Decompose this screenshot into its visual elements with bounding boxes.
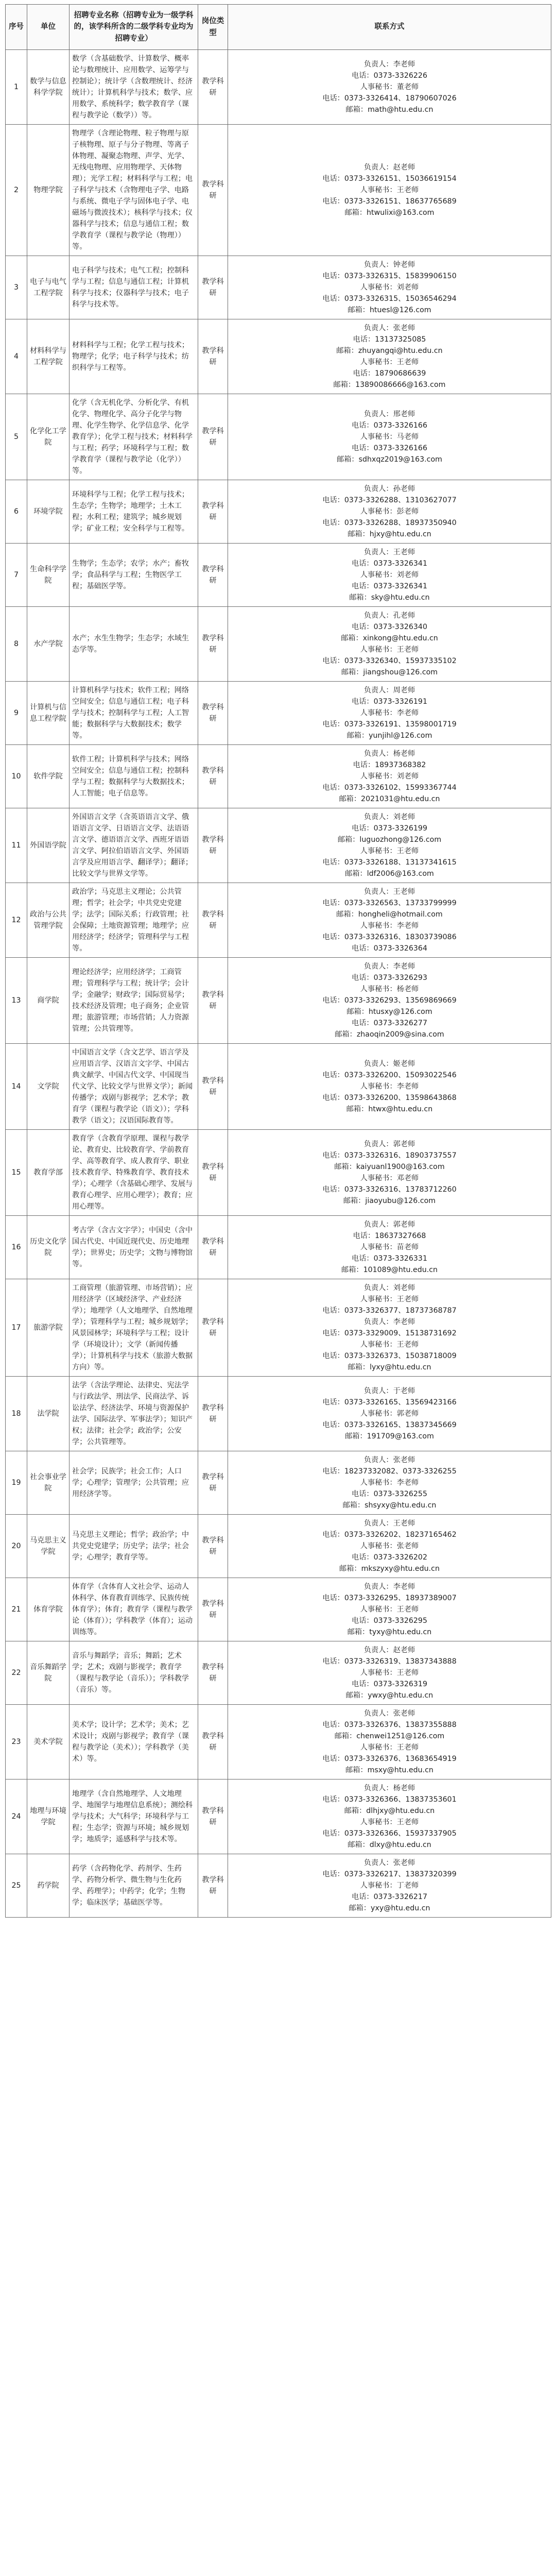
contact-info — [228, 1216, 551, 1279]
contact-line: 邮箱：tyxy@htu.edu.cn — [347, 1628, 432, 1637]
major-list: 考古学（含古文字学）；中国史（含中国古代史、中国近现代史、历史地理学）；世界史；历史学；文物与博物馆等。 — [70, 1216, 198, 1279]
major-list: 生物学；生态学；农学；水产；畜牧学；食品科学与工程；生物医学工程；基础医学等。 — [70, 544, 198, 607]
contact-line: 邮箱：htuesl@126.com — [348, 306, 431, 315]
contact-line: 电话：0373-3326341 — [352, 560, 427, 568]
table-row — [6, 1279, 551, 1377]
major-list: 化学（含无机化学、分析化学、有机化学、物理化学、高分子化学与物理、化学生物学、化学信息学、化学教育学）；化学工程与技术；材料科学与工程；药学；环境科学与工程；数学教育学（课程与教学论（化学））等。 — [70, 394, 198, 480]
contact-info — [228, 958, 551, 1044]
contact-line: 电话：0373-3326191 — [352, 698, 427, 706]
contact-line: 人事秘书：李老师 — [360, 1479, 419, 1487]
contact-info — [228, 544, 551, 607]
row-number: 12 — [6, 883, 27, 958]
position-type: 教学科研 — [198, 394, 228, 480]
unit-name: 数学与信息科学学院 — [27, 50, 70, 125]
contact-line: 人事秘书：刘老师 — [360, 571, 419, 580]
row-number: 10 — [6, 745, 27, 808]
contact-line: 邮箱：math@htu.edu.cn — [345, 106, 433, 114]
contact-line: 负责人：王老师 — [363, 888, 415, 896]
major-list: 马克思主义理论；哲学；政治学；中共党史党建学；历史学；法学；社会学；心理学；教育学等。 — [70, 1515, 198, 1578]
contact-line: 邮箱：jiangshou@126.com — [341, 668, 438, 677]
row-number: 14 — [6, 1044, 27, 1130]
contact-line: 人事秘书：王老师 — [360, 646, 419, 654]
contact-info — [228, 1780, 551, 1854]
contact-line: 电话：0373-3326226 — [352, 72, 427, 80]
contact-line: 电话：0373-3326217 — [352, 1893, 427, 1902]
unit-name: 美术学院 — [27, 1705, 70, 1780]
contact-line: 人事秘书：王老师 — [360, 1743, 419, 1752]
position-type: 教学科研 — [198, 682, 228, 745]
contact-info — [228, 1515, 551, 1578]
contact-line: 电话：0373-3326255 — [352, 1490, 427, 1499]
contact-line: 电话：0373-3326376、13837355888 — [322, 1721, 457, 1730]
position-type: 教学科研 — [198, 1377, 228, 1451]
contact-line: 电话：0373-3326364 — [352, 944, 427, 953]
contact-line: 负责人：张老师 — [363, 1456, 415, 1465]
position-type: 教学科研 — [198, 1641, 228, 1705]
recruitment-table — [5, 4, 551, 1918]
header-unit: 单位 — [27, 5, 70, 50]
row-number: 23 — [6, 1705, 27, 1780]
position-type: 教学科研 — [198, 125, 228, 256]
contact-line: 电话：0373-3326366、15937337905 — [322, 1829, 457, 1838]
contact-line: 邮箱：ywxy@htu.edu.cn — [345, 1691, 433, 1700]
position-type: 教学科研 — [198, 607, 228, 682]
contact-line: 人事秘书：王老师 — [360, 1605, 419, 1614]
major-list: 体育学（含体育人文社会学、运动人体科学、体育教育训练学、民族传统体育学）；体育；教育学（课程与教学论（体育））；学科教学（体育）；运动训练等。 — [70, 1578, 198, 1641]
major-list: 理论经济学；应用经济学；工商管理；管理科学与工程；统计学；会计学；金融学；财政学；国际贸易学；技术经济及管理；电子商务；企业管理；旅游管理；市场营销；人力资源管理；公共管理等。 — [70, 958, 198, 1044]
contact-line: 邮箱：zhuyangqi@htu.edu.cn — [336, 347, 443, 355]
contact-line: 电话：0373-3329009、15138731692 — [322, 1329, 457, 1338]
contact-info — [228, 1578, 551, 1641]
contact-info — [228, 1130, 551, 1216]
contact-line: 电话：0373-3326202、18237165462 — [322, 1531, 457, 1539]
contact-line: 电话：18237332082、0373-3326255 — [322, 1467, 457, 1476]
position-type: 教学科研 — [198, 1216, 228, 1279]
unit-name: 马克思主义学院 — [27, 1515, 70, 1578]
header-major: 招聘专业名称（招聘专业为一级学科的，该学科所含的二级学科专业均为招聘专业） — [70, 5, 198, 50]
row-number: 13 — [6, 958, 27, 1044]
contact-line: 负责人：李老师 — [363, 1318, 415, 1327]
contact-line: 负责人：杨老师 — [363, 1784, 415, 1793]
major-list: 电子科学与技术；电气工程；控制科学与工程；信息与通信工程；计算机科学与技术；仪器科学与技术；电子科学与技术等。 — [70, 256, 198, 319]
contact-line: 人事秘书：李老师 — [360, 709, 419, 718]
contact-line: 人事秘书：苗老师 — [360, 1243, 419, 1252]
contact-line: 负责人：王老师 — [363, 1519, 415, 1528]
table-row — [6, 1780, 551, 1854]
row-number: 22 — [6, 1641, 27, 1705]
unit-name: 生命科学学院 — [27, 544, 70, 607]
contact-line: 电话：0373-3326315、15839906150 — [322, 272, 457, 281]
major-list: 环境科学与工程；化学工程与技术；生态学；生物学；地理学；土木工程；水利工程；建筑学；城乡规划学；矿业工程；安全科学与工程等。 — [70, 480, 198, 544]
contact-line: 电话：13137325085 — [353, 335, 426, 344]
unit-name: 旅游学院 — [27, 1279, 70, 1377]
contact-line: 人事秘书：马老师 — [360, 433, 419, 442]
contact-info — [228, 1377, 551, 1451]
contact-line: 电话：0373-3326341 — [352, 582, 427, 591]
contact-line: 人事秘书：王老师 — [360, 358, 419, 367]
row-number: 3 — [6, 256, 27, 319]
contact-line: 电话：0373-3326315、15036546294 — [322, 295, 457, 303]
major-list: 政治学；马克思主义理论；公共管理；哲学；社会学；中共党史党建学；法学；国际关系；行政管理；社会保障；土地资源管理；地理学；应用经济学；经济学；管理科学与工程等。 — [70, 883, 198, 958]
contact-line: 电话：0373-3326319 — [352, 1680, 427, 1689]
major-list: 教育学（含教育学原理、课程与教学论、教育史、比较教育学、学前教育学、高等教育学、成人教育学、职业技术教育学、特殊教育学、教育技术学）；心理学（含基础心理学、发展与教育心理学、应用心理学）；教育；应用心理等。 — [70, 1130, 198, 1216]
major-list: 工商管理（旅游管理、市场营销）；应用经济学（区域经济学、产业经济学）；地理学（人文地理学、自然地理学）；管理科学与工程；城乡规划学；风景园林学；环境科学与工程；设计学（环境设计）；文学（新闻传播学）；计算机科学与技术（旅游大数据方向）等。 — [70, 1279, 198, 1377]
position-type: 教学科研 — [198, 1279, 228, 1377]
contact-info — [228, 1705, 551, 1780]
contact-line: 邮箱：msxy@htu.edu.cn — [345, 1766, 433, 1775]
header-row — [6, 5, 551, 50]
contact-line: 电话：0373-3326165、13569423166 — [322, 1398, 457, 1407]
row-number: 21 — [6, 1578, 27, 1641]
unit-name: 电子与电气工程学院 — [27, 256, 70, 319]
major-list: 地理学（含自然地理学、人文地理学、地图学与地理信息系统）；测绘科学与技术；大气科学；环境科学与工程；生态学；资源与环境；城乡规划学；地质学；遥感科学与技术等。 — [70, 1780, 198, 1854]
unit-name: 外国语学院 — [27, 808, 70, 883]
contact-line: 邮箱：htwulixi@163.com — [344, 209, 435, 217]
contact-info — [228, 1641, 551, 1705]
contact-line: 人事秘书：丁老师 — [360, 1882, 419, 1890]
position-type: 教学科研 — [198, 256, 228, 319]
position-type: 教学科研 — [198, 319, 228, 394]
contact-line: 负责人：刘老师 — [363, 813, 415, 822]
contact-line: 电话：0373-3326202 — [352, 1553, 427, 1562]
unit-name: 环境学院 — [27, 480, 70, 544]
contact-line: 邮箱：hongheli@hotmail.com — [336, 910, 443, 919]
major-list: 外国语言文学（含英语语言文学、俄语语言文学、日语语言文学、法语语言文学、德语语言文学、西班牙语语言文学、阿拉伯语语言文学、外国语言学及应用语言学、翻译学）；翻译；比较文学与世界文学等。 — [70, 808, 198, 883]
row-number: 25 — [6, 1854, 27, 1918]
contact-line: 邮箱：191709@163.com — [345, 1432, 434, 1441]
contact-line: 人事秘书：王老师 — [360, 1669, 419, 1677]
table-row — [6, 319, 551, 394]
unit-name: 法学院 — [27, 1377, 70, 1451]
table-row — [6, 1216, 551, 1279]
contact-line: 负责人：李老师 — [363, 962, 415, 971]
unit-name: 化学化工学院 — [27, 394, 70, 480]
contact-info — [228, 319, 551, 394]
position-type: 教学科研 — [198, 50, 228, 125]
contact-info — [228, 808, 551, 883]
contact-line: 邮箱：shsyxy@htu.edu.cn — [342, 1501, 437, 1510]
contact-line: 负责人：周老师 — [363, 686, 415, 695]
table-row — [6, 480, 551, 544]
table-row — [6, 1515, 551, 1578]
position-type: 教学科研 — [198, 1578, 228, 1641]
contact-line: 邮箱：lyxy@htu.edu.cn — [348, 1363, 431, 1372]
contact-line: 人事秘书：董老师 — [360, 83, 419, 92]
unit-name: 药学院 — [27, 1854, 70, 1918]
contact-info — [228, 394, 551, 480]
position-type: 教学科研 — [198, 745, 228, 808]
contact-line: 电话：18937368382 — [353, 761, 426, 770]
row-number: 1 — [6, 50, 27, 125]
contact-line: 人事秘书：李老师 — [360, 1082, 419, 1091]
major-list: 药学（含药物化学、药剂学、生药学、药物分析学、微生物与生化药学、药理学）；中药学；化学；生物学；临床医学；基础医学等。 — [70, 1854, 198, 1918]
table-row — [6, 958, 551, 1044]
table-row — [6, 1578, 551, 1641]
table-row — [6, 125, 551, 256]
contact-line: 邮箱：mkszyxy@htu.edu.cn — [339, 1565, 440, 1573]
position-type: 教学科研 — [198, 958, 228, 1044]
contact-line: 负责人：郭老师 — [363, 1140, 415, 1149]
table-row — [6, 883, 551, 958]
position-type: 教学科研 — [198, 1780, 228, 1854]
contact-line: 人事秘书：王老师 — [360, 847, 419, 856]
row-number: 2 — [6, 125, 27, 256]
contact-line: 电话：0373-3326200、13598643868 — [322, 1094, 457, 1103]
row-number: 6 — [6, 480, 27, 544]
contact-line: 邮箱：sky@htu.edu.cn — [349, 594, 430, 602]
contact-line: 电话：18637327668 — [353, 1232, 426, 1241]
contact-line: 电话：0373-3326319、13837343888 — [322, 1657, 457, 1666]
contact-info — [228, 50, 551, 125]
contact-line: 人事秘书：王老师 — [360, 186, 419, 195]
position-type: 教学科研 — [198, 1044, 228, 1130]
contact-line: 人事秘书：张老师 — [360, 1542, 419, 1551]
contact-info — [228, 1279, 551, 1377]
contact-info — [228, 256, 551, 319]
major-list: 社会学；民族学；社会工作；人口学；心理学；管理学；公共管理；应用经济学等。 — [70, 1451, 198, 1515]
major-list: 中国语言文学（含文艺学、语言学及应用语言学、汉语言文字学、中国古典文献学、中国古代文学、中国现当代文学、比较文学与世界文学）；新闻传播学；戏剧与影视学；艺术学；教育学（课程与教学论（语文））；学科教学（语文）；汉语国际教育等。 — [70, 1044, 198, 1130]
position-type: 教学科研 — [198, 883, 228, 958]
position-type: 教学科研 — [198, 480, 228, 544]
unit-name: 水产学院 — [27, 607, 70, 682]
contact-line: 负责人：李老师 — [363, 1583, 415, 1591]
contact-info — [228, 1044, 551, 1130]
contact-line: 负责人：姬老师 — [363, 1060, 415, 1069]
header-contact: 联系方式 — [228, 5, 551, 50]
table-row — [6, 50, 551, 125]
contact-line: 负责人：刘老师 — [363, 1284, 415, 1293]
contact-line: 电话：0373-3326288、18937350940 — [322, 519, 457, 528]
contact-line: 电话：0373-3326414、18790607026 — [322, 94, 457, 103]
contact-line: 负责人：赵老师 — [363, 1646, 415, 1655]
position-type: 教学科研 — [198, 1515, 228, 1578]
contact-line: 电话：0373-3326295、18937389007 — [322, 1594, 457, 1603]
table-row — [6, 1044, 551, 1130]
unit-name: 教育学部 — [27, 1130, 70, 1216]
row-number: 18 — [6, 1377, 27, 1451]
contact-line: 电话：0373-3326288、13103627077 — [322, 496, 457, 505]
contact-line: 人事秘书：王老师 — [360, 1295, 419, 1304]
contact-line: 负责人：孙老师 — [363, 485, 415, 494]
major-list: 法学（含法学理论、法律史、宪法学与行政法学、刑法学、民商法学、诉讼法学、经济法学、环境与资源保护法学、国际法学、军事法学）；知识产权；法律；社会学；政治学；公安学；公共管理等。 — [70, 1377, 198, 1451]
row-number: 24 — [6, 1780, 27, 1854]
row-number: 20 — [6, 1515, 27, 1578]
contact-line: 邮箱：htusxy@126.com — [346, 1008, 432, 1016]
table-row — [6, 808, 551, 883]
contact-line: 电话：0373-3326331 — [352, 1255, 427, 1263]
major-list: 物理学（含理论物理、粒子物理与原子核物理、原子与分子物理、等离子体物理、凝聚态物理、声学、光学、无线电物理、应用物理学、天体物理）；光学工程；材料科学与工程；电子科学与技术（含物理电子学、电路与系统、微电子学与固体电子学、电磁场与微波技术）；核科学与技术；仪器科学与技术；信息与通信工程；数学教育学（课程与教学论（物理））等。 — [70, 125, 198, 256]
contact-line: 电话：0373-3326366、13837353601 — [322, 1795, 457, 1804]
contact-line: 电话：0373-3326563、13733799999 — [322, 899, 457, 908]
contact-line: 人事秘书：郭老师 — [360, 1410, 419, 1418]
table-header — [6, 5, 551, 50]
contact-line: 负责人：于老师 — [363, 1387, 415, 1396]
contact-line: 人事秘书：李老师 — [360, 922, 419, 930]
unit-name: 计算机与信息工程学院 — [27, 682, 70, 745]
contact-line: 邮箱：yunjihl@126.com — [346, 732, 432, 740]
major-list: 计算机科学与技术；软件工程；网络空间安全；信息与通信工程；电子科学与技术；控制科学与工程；人工智能；数据科学与大数据技术；数学等。 — [70, 682, 198, 745]
table-row — [6, 1451, 551, 1515]
major-list: 水产；水生生物学；生态学；水域生态学等。 — [70, 607, 198, 682]
contact-line: 负责人：李老师 — [363, 60, 415, 69]
unit-name: 体育学院 — [27, 1578, 70, 1641]
contact-info — [228, 1451, 551, 1515]
contact-line: 电话：0373-3326166 — [352, 421, 427, 430]
contact-line: 邮箱：101089@htu.edu.cn — [341, 1266, 438, 1275]
contact-info — [228, 1854, 551, 1918]
position-type: 教学科研 — [198, 1705, 228, 1780]
contact-line: 电话：0373-3326316、13783712260 — [322, 1185, 457, 1194]
row-number: 11 — [6, 808, 27, 883]
contact-line: 邮箱：2021031@htu.edu.cn — [339, 795, 440, 804]
table-row — [6, 544, 551, 607]
major-list: 材料科学与工程；化学工程与技术；物理学；化学；电子科学与技术；纺织科学与工程等。 — [70, 319, 198, 394]
contact-line: 邮箱：dlhjxy@htu.edu.cn — [344, 1807, 435, 1816]
contact-line: 负责人：张老师 — [363, 1859, 415, 1868]
contact-line: 电话：0373-3326102、15993367744 — [322, 784, 457, 792]
contact-line: 邮箱：htwx@htu.edu.cn — [346, 1105, 433, 1114]
major-list: 音乐与舞蹈学；音乐；舞蹈；艺术学；艺术；戏剧与影视学；教育学（课程与教学论（音乐））；学科教学（音乐）等。 — [70, 1641, 198, 1705]
table-row — [6, 1854, 551, 1918]
contact-line: 邮箱：ldf2006@163.com — [345, 870, 434, 878]
contact-line: 邮箱：hjxy@htu.edu.cn — [348, 530, 431, 539]
row-number: 8 — [6, 607, 27, 682]
contact-line: 电话：0373-3326340、15937335102 — [322, 657, 457, 666]
unit-name: 政治与公共管理学院 — [27, 883, 70, 958]
contact-line: 电话：0373-3326188、13137341615 — [322, 858, 457, 867]
contact-line: 电话：0373-3326293 — [352, 974, 427, 982]
row-number: 19 — [6, 1451, 27, 1515]
contact-line: 负责人：赵老师 — [363, 163, 415, 172]
contact-line: 电话：0373-3326200、15093022546 — [322, 1071, 457, 1080]
contact-line: 人事秘书：彭老师 — [360, 507, 419, 516]
major-list: 数学（含基础数学、计算数学、概率论与数理统计、应用数学、运筹学与控制论）；统计学（含数理统计、经济统计）；计算机科学与技术；数学、应用数学、系统科学；数学教育学（课程与教学论（数学））等。 — [70, 50, 198, 125]
unit-name: 地理与环境学院 — [27, 1780, 70, 1854]
contact-line: 邮箱：chenwei1251@126.com — [334, 1732, 445, 1741]
contact-line: 电话：18790686639 — [353, 369, 426, 378]
row-number: 15 — [6, 1130, 27, 1216]
contact-line: 邮箱：13890086666@163.com — [333, 381, 446, 389]
table-row — [6, 394, 551, 480]
unit-name: 社会事业学院 — [27, 1451, 70, 1515]
unit-name: 软件学院 — [27, 745, 70, 808]
contact-line: 电话：0373-3326316、18903737557 — [322, 1151, 457, 1160]
table-row — [6, 682, 551, 745]
position-type: 教学科研 — [198, 544, 228, 607]
contact-line: 人事秘书：杨老师 — [360, 985, 419, 994]
contact-line: 邮箱：luguozhong@126.com — [337, 836, 442, 844]
row-number: 5 — [6, 394, 27, 480]
contact-info — [228, 745, 551, 808]
position-type: 教学科研 — [198, 808, 228, 883]
table-row — [6, 1705, 551, 1780]
unit-name: 商学院 — [27, 958, 70, 1044]
contact-line: 邮箱：kaiyuanl1900@163.com — [334, 1163, 445, 1172]
position-type: 教学科研 — [198, 1451, 228, 1515]
contact-line: 电话：0373-3326166 — [352, 444, 427, 453]
contact-line: 电话：0373-3326373、15038718009 — [322, 1352, 457, 1361]
contact-line: 负责人：张老师 — [363, 324, 415, 333]
row-number: 17 — [6, 1279, 27, 1377]
contact-line: 电话：0373-3326376、13683654919 — [322, 1755, 457, 1764]
contact-line: 电话：0373-3326151、15036619154 — [322, 175, 457, 183]
unit-name: 文学院 — [27, 1044, 70, 1130]
table-row — [6, 1130, 551, 1216]
unit-name: 历史文化学院 — [27, 1216, 70, 1279]
contact-line: 电话：0373-3326295 — [352, 1617, 427, 1625]
contact-line: 电话：0373-3326151、18637765689 — [322, 197, 457, 206]
row-number: 4 — [6, 319, 27, 394]
table-row — [6, 745, 551, 808]
row-number: 9 — [6, 682, 27, 745]
contact-line: 电话：0373-3326217、13837320399 — [322, 1870, 457, 1879]
unit-name: 材料科学与工程学院 — [27, 319, 70, 394]
contact-line: 邮箱：yxy@htu.edu.cn — [349, 1904, 430, 1913]
contact-info — [228, 125, 551, 256]
position-type: 教学科研 — [198, 1854, 228, 1918]
contact-line: 人事秘书：刘老师 — [360, 283, 419, 292]
contact-line: 负责人：张老师 — [363, 1709, 415, 1718]
header-no: 序号 — [6, 5, 27, 50]
major-list: 美术学；设计学；艺术学；美术；艺术设计；戏剧与影视学；教育学（课程与教学论（美术））；学科教学（美术）等。 — [70, 1705, 198, 1780]
contact-line: 负责人：杨老师 — [363, 750, 415, 758]
header-type: 岗位类型 — [198, 5, 228, 50]
major-list: 软件工程；计算机科学与技术；网络空间安全；信息与通信工程；控制科学与工程；数据科学与大数据技术；人工智能；电子信息等。 — [70, 745, 198, 808]
table-row — [6, 607, 551, 682]
contact-line: 人事秘书：王老师 — [360, 1341, 419, 1349]
contact-info — [228, 607, 551, 682]
unit-name: 音乐舞蹈学院 — [27, 1641, 70, 1705]
table-row — [6, 1377, 551, 1451]
contact-line: 邮箱：dlxy@htu.edu.cn — [348, 1841, 431, 1850]
contact-info — [228, 480, 551, 544]
contact-line: 负责人：孔老师 — [363, 612, 415, 620]
contact-line: 电话：0373-3326340 — [352, 623, 427, 632]
contact-info — [228, 883, 551, 958]
contact-line: 人事秘书：邓老师 — [360, 1174, 419, 1183]
row-number: 16 — [6, 1216, 27, 1279]
table-row — [6, 1641, 551, 1705]
contact-line: 邮箱：sdhxqz2019@163.com — [337, 455, 442, 464]
contact-line: 电话：0373-3326165、13837345669 — [322, 1421, 457, 1430]
position-type: 教学科研 — [198, 1130, 228, 1216]
contact-line: 电话：0373-3326277 — [352, 1019, 427, 1028]
contact-line: 负责人：郭老师 — [363, 1221, 415, 1229]
contact-line: 邮箱：jiaoyubu@126.com — [343, 1197, 436, 1206]
contact-line: 电话：0373-3326191、13598001719 — [322, 720, 457, 729]
contact-line: 负责人：王老师 — [363, 548, 415, 557]
contact-line: 电话：0373-3326293、13569869669 — [322, 996, 457, 1005]
contact-line: 邮箱：xinkong@htu.edu.cn — [341, 634, 438, 643]
contact-line: 电话：0373-3326316、18303739086 — [322, 933, 457, 942]
contact-line: 电话：0373-3326199 — [352, 824, 427, 833]
table-body — [6, 50, 551, 1918]
contact-line: 人事秘书：刘老师 — [360, 772, 419, 781]
contact-line: 电话：0373-3326377、18737368787 — [322, 1307, 457, 1315]
table-row — [6, 256, 551, 319]
row-number: 7 — [6, 544, 27, 607]
contact-info — [228, 682, 551, 745]
unit-name: 物理学院 — [27, 125, 70, 256]
contact-line: 人事秘书：王老师 — [360, 1818, 419, 1827]
contact-line: 负责人：邢老师 — [363, 410, 415, 419]
contact-line: 负责人：钟老师 — [363, 261, 415, 269]
contact-line: 邮箱：zhaoqin2009@sina.com — [335, 1030, 444, 1039]
